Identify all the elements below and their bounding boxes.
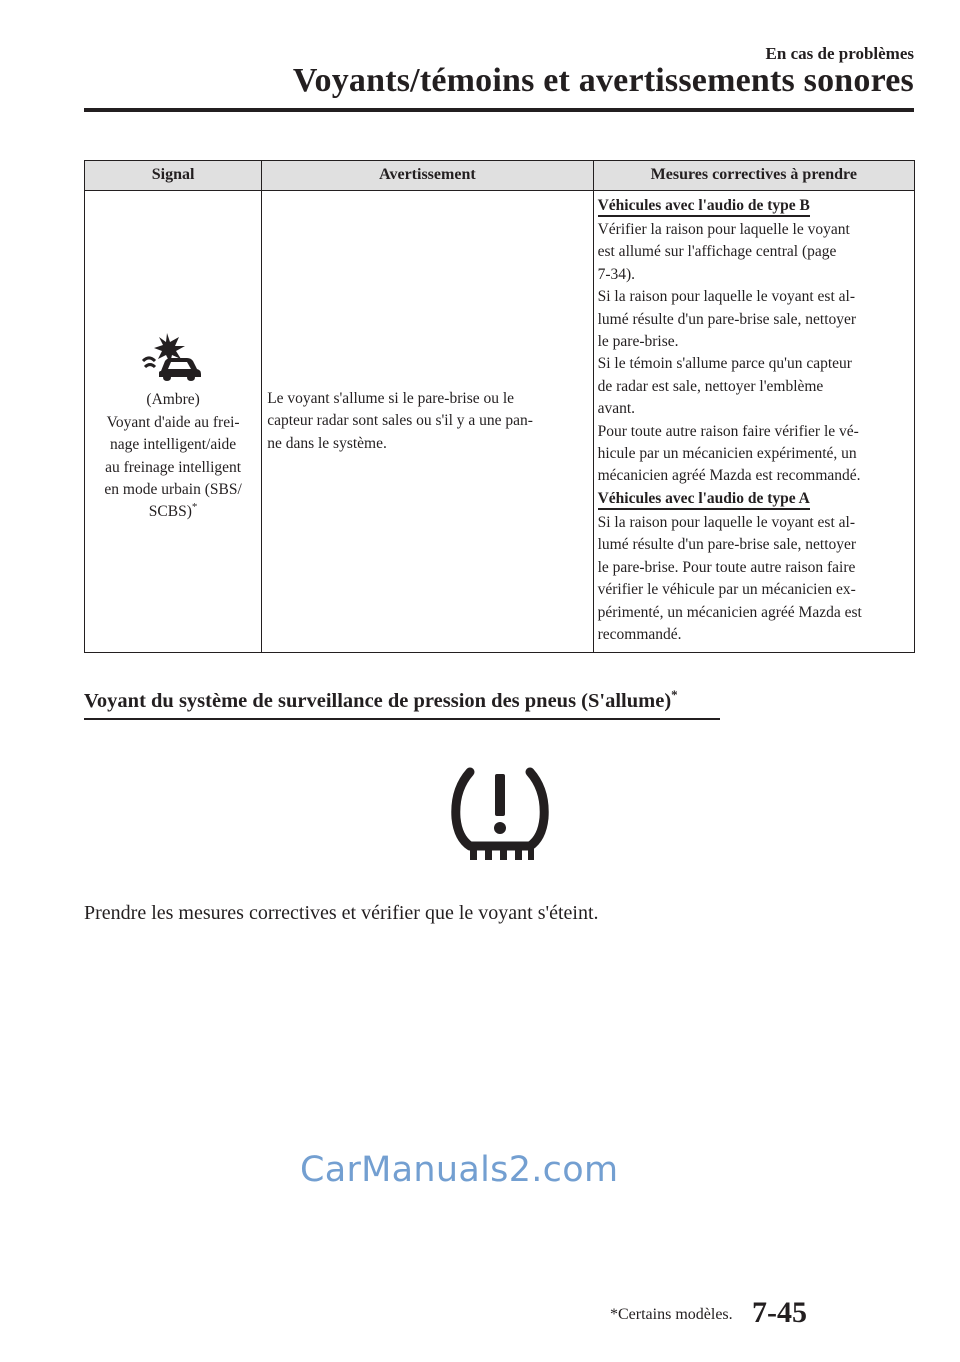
table-row bbox=[85, 191, 915, 653]
mesures-line: hicule par un mécanicien expérimenté, un bbox=[597, 445, 857, 463]
signal-color-label: (Ambre) bbox=[146, 391, 200, 409]
tire-pressure-warning-icon bbox=[448, 766, 552, 862]
smart-brake-support-icon bbox=[137, 331, 209, 383]
type-b-heading: Véhicules avec l'audio de type B bbox=[598, 196, 810, 217]
mesures-line: avant. bbox=[597, 400, 636, 418]
mesures-line: lumé résulte d'un pare-brise sale, nettoyer bbox=[597, 536, 857, 554]
mesures-line: le pare-brise. Pour toute autre raison faire bbox=[597, 558, 856, 576]
section-label: En cas de problèmes bbox=[765, 44, 914, 63]
avertissement-line: ne dans le système. bbox=[267, 434, 387, 452]
optional-asterisk: * bbox=[671, 687, 678, 703]
signal-name-line: au freinage intelligent bbox=[105, 458, 242, 476]
chapter-title: Voyants/témoins et avertissements sonores bbox=[292, 62, 914, 99]
optional-asterisk: * bbox=[191, 501, 198, 514]
signal-cell bbox=[85, 191, 262, 653]
signal-name-text: SCBS) bbox=[148, 503, 192, 521]
footer-note: *Certains modèles. bbox=[610, 1306, 733, 1323]
avertissement-cell bbox=[262, 191, 593, 653]
page-number: 7-45 bbox=[752, 1296, 807, 1329]
mesures-line: de radar est sale, nettoyer l'emblème bbox=[597, 377, 824, 395]
column-header-avertissement: Avertissement bbox=[262, 161, 593, 191]
tpms-heading-text: Voyant du système de surveillance de pression des pneus (S'allume) bbox=[84, 690, 672, 712]
mesures-line: Vérifier la raison pour laquelle le voyant bbox=[597, 221, 850, 238]
mesures-line: Pour toute autre raison faire vérifier le vé- bbox=[597, 422, 859, 440]
warning-table bbox=[84, 160, 915, 653]
avertissement-line: Le voyant s'allume si le pare-brise ou le bbox=[267, 390, 515, 408]
tpms-action-text: Prendre les mesures correctives et vérifier que le voyant s'éteint. bbox=[84, 902, 599, 924]
mesures-line: vérifier le véhicule par un mécanicien ex- bbox=[597, 581, 856, 599]
table-header-row bbox=[85, 161, 915, 191]
type-a-heading: Véhicules avec l'audio de type A bbox=[598, 489, 810, 510]
avertissement-line: capteur radar sont sales ou s'il y a une pan- bbox=[267, 412, 533, 430]
signal-name-line: nage intelligent/aide bbox=[110, 436, 237, 454]
signal-name-line: Voyant d'aide au frei- bbox=[106, 413, 240, 431]
mesures-line: lumé résulte d'un pare-brise sale, nettoyer bbox=[597, 310, 857, 328]
watermark: CarManuals2.com bbox=[300, 1150, 619, 1190]
mesures-line: Si le témoin s'allume parce qu'un capteur bbox=[597, 355, 852, 373]
column-header-mesures: Mesures correctives à prendre bbox=[593, 161, 914, 191]
mesures-line: mécanicien agréé Mazda est recommandé. bbox=[597, 467, 861, 485]
mesures-line: recommandé. bbox=[597, 625, 682, 643]
mesures-line: Si la raison pour laquelle le voyant est al- bbox=[597, 288, 855, 306]
header-rule bbox=[84, 108, 914, 112]
mesures-line: 7-34). bbox=[597, 265, 636, 283]
mesures-cell bbox=[593, 191, 914, 653]
signal-name-last-line bbox=[89, 501, 257, 523]
mesures-line: Si la raison pour laquelle le voyant est al- bbox=[597, 513, 855, 531]
column-header-signal: Signal bbox=[85, 161, 262, 191]
mesures-line: le pare-brise. bbox=[597, 333, 679, 351]
mesures-line: est allumé sur l'affichage central (page bbox=[597, 243, 837, 261]
mesures-line: périmenté, un mécanicien agréé Mazda est bbox=[597, 603, 862, 621]
tpms-heading-rule bbox=[84, 718, 720, 720]
signal-name-line: en mode urbain (SBS/ bbox=[104, 481, 242, 499]
tpms-heading bbox=[84, 687, 678, 713]
